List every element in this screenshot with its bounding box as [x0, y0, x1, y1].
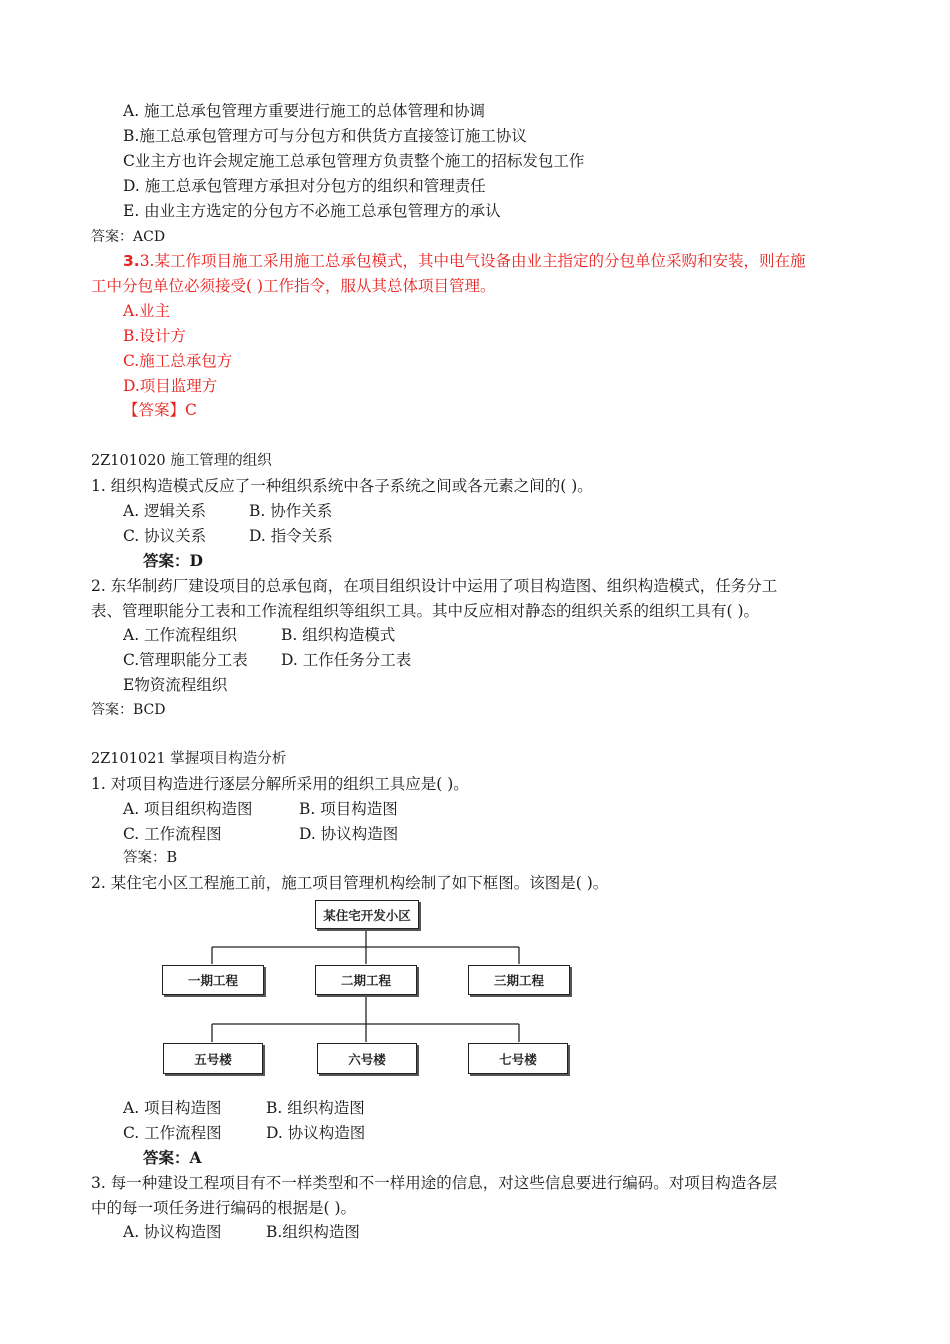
diagram-node-building6: 六号楼 [317, 1043, 417, 1074]
s2-q2-option-b: B. 组织构造图 [266, 1099, 365, 1117]
s1-question-2-line2: 表、管理职能分工表和工作流程组织等组织工具。其中反应相对静态的组织关系的组织工具有( )。 [91, 602, 760, 620]
option-c: C业主方也许会规定施工总承包管理方负责整个施工的招标发包工作 [123, 152, 585, 170]
answer-text: 答案：ACD [91, 229, 166, 245]
question-3-line2: 工中分包单位必须接受( )工作指令，服从其总体项目管理。 [91, 277, 496, 295]
section-title: 2Z101020 施工管理的组织 [91, 453, 272, 469]
q3-option-c: C.施工总承包方 [123, 352, 233, 370]
s2-q2-options-row2 [123, 1122, 365, 1144]
section-title-2: 2Z101021 掌握项目构造分析 [91, 751, 287, 767]
s2-q2-option-a: A. 项目构造图 [123, 1099, 222, 1117]
s1-question-1: 1. 组织构造模式反应了一种组织系统中各子系统之间或各元素之间的( )。 [91, 477, 593, 495]
s2-question-3-line2: 中的每一项任务进行编码的根据是( )。 [91, 1199, 357, 1217]
s1-q1-option-a: A. 逻辑关系 [123, 502, 207, 520]
s2-q1-option-b: B. 项目构造图 [299, 800, 398, 818]
question-3-text: 3.某工作项目施工采用施工总承包模式，其中电气设备由业主指定的分包单位采购和安装，则在施 [139, 252, 806, 270]
option-e: E. 由业主方选定的分包方不必施工总承包管理方的承认 [123, 202, 501, 220]
s2-q1-option-d: D. 协议构造图 [299, 825, 399, 843]
option-b: B.施工总承包管理方可与分包方和供货方直接签订施工协议 [123, 127, 527, 145]
s2-q2-answer: 答案：A [143, 1148, 202, 1167]
s1-q2-option-d: D. 工作任务分工表 [281, 651, 412, 669]
s2-q1-option-a: A. 项目组织构造图 [123, 800, 253, 818]
s1-q1-answer: 答案：D [143, 551, 203, 570]
s2-question-2: 2. 某住宅小区工程施工前，施工项目管理机构绘制了如下框图。该图是( )。 [91, 874, 609, 892]
s1-q1-option-b: B. 协作关系 [249, 502, 333, 520]
s2-question-1: 1. 对项目构造进行逐层分解所采用的组织工具应是( )。 [91, 775, 469, 793]
option-a: A. 施工总承包管理方重要进行施工的总体管理和协调 [123, 102, 486, 120]
q3-option-a: A.业主 [123, 302, 171, 320]
s1-q2-option-e: E物资流程组织 [123, 676, 228, 694]
s2-q1-answer: 答案：B [123, 850, 178, 866]
s1-question-2-line1: 2. 东华制药厂建设项目的总承包商，在项目组织设计中运用了项目构造图、组织构造模式，任务分工 [91, 577, 778, 595]
question-3-line1: 3.3.某工作项目施工采用施工总承包模式，其中电气设备由业主指定的分包单位采购和安装，则在施 [123, 252, 806, 270]
q3-answer: 【答案】C [123, 401, 197, 419]
diagram-node-phase1: 一期工程 [162, 965, 264, 995]
s2-q3-option-a: A. 协议构造图 [123, 1223, 222, 1241]
s2-q1-option-c: C. 工作流程图 [123, 825, 222, 843]
s1-q1-option-d: D. 指令关系 [249, 527, 333, 545]
s1-q2-option-a: A. 工作流程组织 [123, 626, 238, 644]
s2-q3-option-b: B.组织构造图 [266, 1223, 360, 1241]
diagram-node-phase3: 三期工程 [468, 965, 570, 995]
q3-option-d: D.项目监理方 [123, 377, 218, 395]
diagram-node-phase2: 二期工程 [315, 965, 417, 995]
s2-question-3-line1: 3. 每一种建设工程项目有不一样类型和不一样用途的信息，对这些信息要进行编码。对项目构造各层 [91, 1174, 778, 1192]
s2-q2-options-row1 [123, 1097, 365, 1119]
diagram-root-node: 某住宅开发小区 [315, 900, 419, 929]
diagram-node-building5: 五号楼 [163, 1043, 263, 1074]
s1-q2-option-b: B. 组织构造模式 [281, 626, 396, 644]
s2-q2-option-d: D. 协议构造图 [266, 1124, 366, 1142]
s1-q2-answer: 答案：BCD [91, 702, 166, 718]
option-d: D. 施工总承包管理方承担对分包方的组织和管理责任 [123, 177, 486, 195]
s1-q2-option-c: C.管理职能分工表 [123, 651, 248, 669]
diagram-node-building7: 七号楼 [468, 1043, 568, 1074]
s2-q2-option-c: C. 工作流程图 [123, 1124, 222, 1142]
s1-q1-option-c: C. 协议关系 [123, 527, 207, 545]
s2-q3-options-row1 [123, 1221, 360, 1243]
q3-option-b: B.设计方 [123, 327, 186, 345]
